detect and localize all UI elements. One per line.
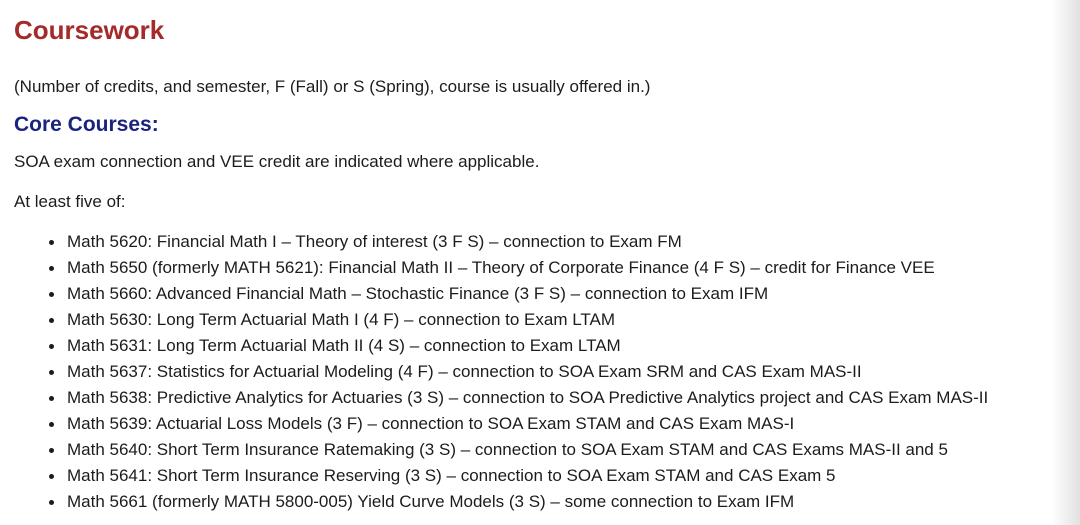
credits-note: (Number of credits, and semester, F (Fall) or S (Spring), course is usually offered in.): [14, 77, 651, 96]
page-edge-shadow: [1052, 0, 1080, 525]
course-item-5638: Math 5638: Predictive Analytics for Actuaries (3 S) – connection to SOA Predictive Analytics project and CAS Exam MAS-II: [67, 385, 988, 411]
course-item-5660: Math 5660: Advanced Financial Math – Stochastic Finance (3 F S) – connection to Exam IFM: [67, 281, 988, 307]
course-item-5640: Math 5640: Short Term Insurance Ratemaking (3 S) – connection to SOA Exam STAM and CAS Exams MAS-II and 5: [67, 437, 988, 463]
course-item-5661: Math 5661 (formerly MATH 5800-005) Yield Curve Models (3 S) – some connection to Exam IFM: [67, 489, 988, 515]
requirement-text: At least five of:: [14, 192, 126, 211]
course-list: [0, 229, 988, 515]
course-item-5631: Math 5631: Long Term Actuarial Math II (4 S) – connection to Exam LTAM: [67, 333, 988, 359]
course-item-5639: Math 5639: Actuarial Loss Models (3 F) – connection to SOA Exam STAM and CAS Exam MAS-I: [67, 411, 988, 437]
course-item-5630: Math 5630: Long Term Actuarial Math I (4 F) – connection to Exam LTAM: [67, 307, 988, 333]
course-item-5620: Math 5620: Financial Math I – Theory of interest (3 F S) – connection to Exam FM: [67, 229, 988, 255]
course-item-5641: Math 5641: Short Term Insurance Reserving (3 S) – connection to SOA Exam STAM and CAS Exam 5: [67, 463, 988, 489]
page-title: Coursework: [14, 15, 165, 45]
soa-note: SOA exam connection and VEE credit are indicated where applicable.: [14, 152, 540, 171]
core-courses-heading: Core Courses:: [14, 113, 159, 136]
course-item-5650: Math 5650 (formerly MATH 5621): Financial Math II – Theory of Corporate Finance (4 F S) – credit for Finance VEE: [67, 255, 988, 281]
course-item-5637: Math 5637: Statistics for Actuarial Modeling (4 F) – connection to SOA Exam SRM and CAS Exam MAS-II: [67, 359, 988, 385]
